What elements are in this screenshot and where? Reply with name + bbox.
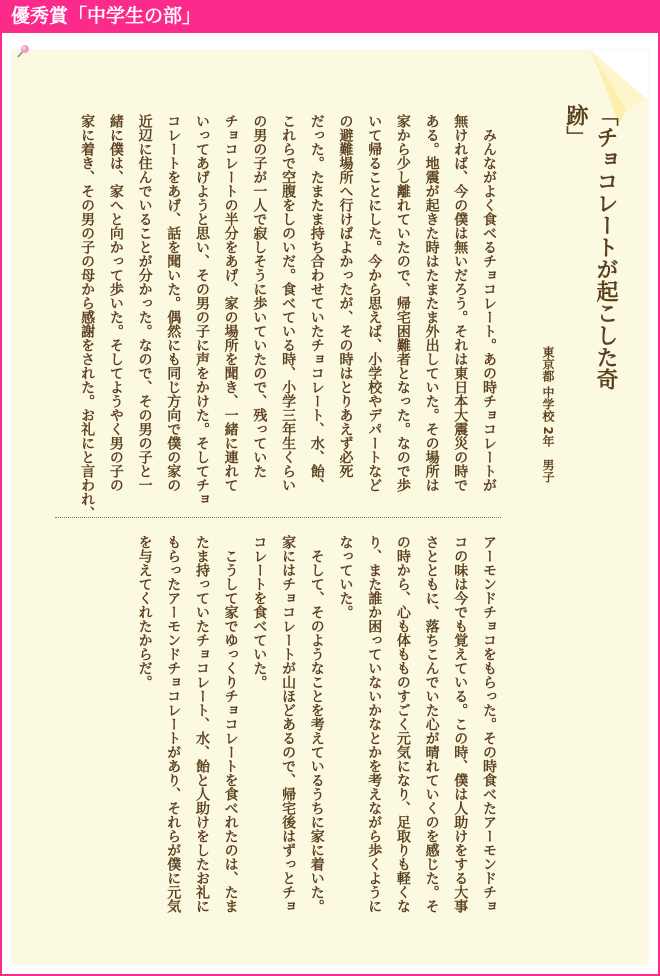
essay-line: チョコレートの半分をあげ、家の場所を聞き、一緒に連れて bbox=[222, 114, 239, 492]
essay-line: 家に着き、その男の子の母から感謝をされた。お礼にと言われ、 bbox=[79, 114, 96, 520]
essay-line: さとともに、落ちこんでいた心が晴れていくのを感じた。そ bbox=[423, 535, 440, 913]
essay-line: だった。たまたま持ち合わせていたチョコレート、水、飴、 bbox=[308, 114, 325, 492]
essay-line: コレートを食べていた。 bbox=[251, 535, 268, 689]
essay-line: 近辺に住んでいることが分かった。なので、その男の子と一 bbox=[136, 114, 153, 492]
pushpin-icon bbox=[14, 44, 30, 60]
essay-line: たま持っていたチョコレート、水、飴と人助けをしたお礼に bbox=[193, 535, 210, 913]
essay-line: 無ければ、今の僕は無いだろう。それは東日本大震災の時で bbox=[452, 114, 469, 492]
header-bar bbox=[0, 0, 660, 33]
essay-line: 緒に僕は、家へと向かって歩いた。そしてようやく男の子の bbox=[107, 114, 124, 492]
essay-line: ある。地震が起きた時はたまたま外出していた。その場所は bbox=[423, 114, 440, 492]
essay-line: を与えてくれたからだ。 bbox=[136, 535, 153, 689]
essay-line: の男の子が一人で寂しそうに歩いていたので、残っていた bbox=[251, 114, 268, 478]
essay-body-bottom bbox=[130, 535, 503, 925]
essay-line: こうして家でゆっくりチョコレートを食べれたのは、たま bbox=[222, 535, 239, 913]
essay-line: り、また誰か困っていないかなとかを考えながら歩くように bbox=[366, 535, 383, 913]
essay-line: コレートをあげ、話を聞いた。偶然にも同じ方向で僕の家の bbox=[165, 114, 182, 492]
essay-line: もらったアーモンドチョコレートがあり、それらが僕に元気 bbox=[165, 535, 182, 913]
essay-line: 家にはチョコレートが山ほどあるので、帰宅後はずっとチョ bbox=[280, 535, 297, 913]
essay-body-top bbox=[72, 114, 503, 520]
essay-title: 「チョコレートが起こした奇跡」 bbox=[563, 104, 618, 390]
essay-author: 東京都 中学校 2年 男子 bbox=[541, 346, 555, 483]
essay-line: これらで空腹をしのいだ。食べている時、小学三年生くらい bbox=[280, 114, 297, 492]
essay-line: の避難場所へ行けばよかったが、その時はとりあえず必死 bbox=[337, 114, 354, 478]
section-divider bbox=[55, 517, 501, 518]
section-title: 優秀賞「中学生の部」 bbox=[11, 5, 202, 27]
essay-line: の時から、心も体もものすごく元気になり、足取りも軽くな bbox=[394, 535, 411, 913]
essay-line: みんながよく食べるチョコレート。あの時チョコレートが bbox=[481, 114, 497, 492]
essay-line: そして、そのようなことを考えているうちに家に着いた。 bbox=[308, 535, 325, 913]
essay-line: いってあげようと思い、その男の子に声をかけた。そしてチョ bbox=[193, 114, 210, 506]
essay-line: なっていた。 bbox=[337, 535, 354, 619]
essay-line: いて帰ることにした。今から思えば、小学校やデパートなど bbox=[366, 114, 383, 492]
essay-line: アーモンドチョコをもらった。その時食べたアーモンドチョ bbox=[481, 535, 497, 913]
essay-line: 家から少し離れていたので、帰宅困難者となった。なので歩 bbox=[394, 114, 411, 492]
essay-line: コの味は今でも覚えている。この時、僕は人助けをする大事 bbox=[452, 535, 469, 913]
